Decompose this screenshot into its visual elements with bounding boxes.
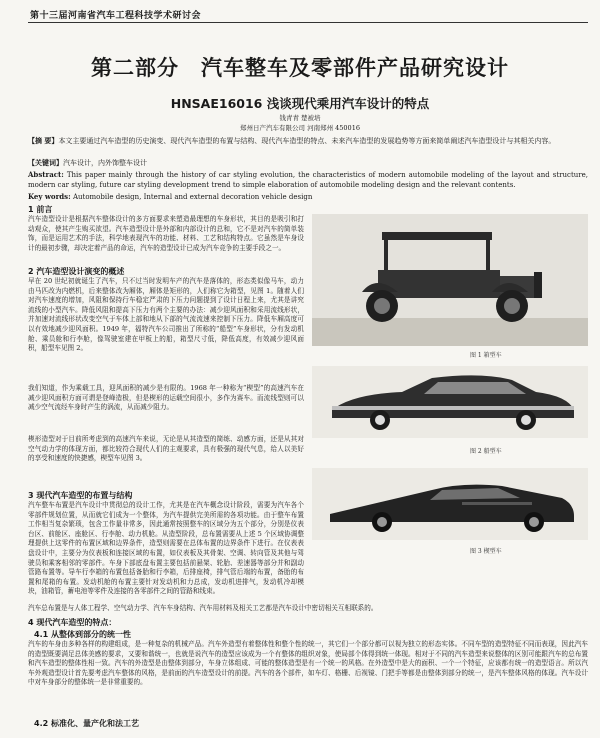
abstract-en-label: Abstract: xyxy=(28,170,64,179)
figure-3-caption: 图 3 楔型车 xyxy=(470,548,502,555)
affiliation: 郑州日产汽车有限公司 河南郑州 450016 xyxy=(240,124,360,132)
figure-1-box-car xyxy=(312,214,588,346)
section-4-1-heading: 4.1 从整体到部分的统一性 xyxy=(34,630,131,639)
keywords-cn xyxy=(28,158,588,168)
figure-2-pontoon-car xyxy=(312,366,588,438)
abstract-cn-label: 【摘 要】 xyxy=(28,136,59,145)
section-3-heading: 3 现代汽车造型的布置与结构 xyxy=(28,491,133,500)
section-3-body-wide xyxy=(28,558,588,598)
header-rule xyxy=(28,22,588,23)
section-2-body: 早在 20 世纪初就诞生了汽车，只不过当时发明车产的汽车是落体的，形态类似像马车，动力由马匹改为内燃机，后来整体改为厢体，厢体是矩形的，人们称它为箱型，见图 1。随着人们对汽车速度的增加，风阻和保持行车稳定严肃的下压力问题提到了设计日程上来，尤其是讲究流线的小型汽车。降低风阻和提高下压力有两个主要的办法：减少迎风面积和采用流线形状，并加速对流线形状改变空气于车体上部和地从下部的气流流速来控制下压力。降低车厢高度可以有效地减少迎风面积。1949 年，福特汽车公司推出了所称的“船型”车身形状，分有发动机舱、乘员舱和行李舱，像驾驶室建在甲板上的船，箱型尺寸低，降低高度，有效减少迎风面积，船型车见图 2。 xyxy=(28,277,304,353)
section-2-heading: 2 汽车造型设计演变的概述 xyxy=(28,267,125,276)
part-title: 第二部分 汽车整车及零部件产品研究设计 xyxy=(91,55,509,80)
abstract-cn-text: 本文主要通过汽车造型的历史演变、现代汽车造型的布置与结构、现代汽车造型的特点、未来汽车造型的发展趋势等方面来简单阐述汽车造型设计与其相关内容。 xyxy=(58,137,556,145)
keywords-cn-text: 汽车设计，内外饰整车设计 xyxy=(63,159,147,167)
figure-1-caption: 图 1 箱型车 xyxy=(470,352,502,359)
section-2-body-b: 我们知道，作为乘载工具，迎风面积的减少是有限的。1968 年一种称为“楔型”的高速汽车在减少迎风面积方面可谓是登峰造极，但是楔形的运载空间很小，多作为赛车。而流线型则可以减少空气流经车身时产生的涡流，从而减少阻力。 xyxy=(28,384,304,412)
keywords-cn-label: 【关键词】 xyxy=(28,158,63,167)
section-4-heading: 4 现代汽车造型的特点： xyxy=(28,618,117,627)
section-1-heading: 1 前言 xyxy=(28,205,53,214)
figure-2-caption: 图 2 船型车 xyxy=(470,448,502,455)
authors: 钱青青 楚被培 xyxy=(279,114,321,122)
keywords-en xyxy=(28,192,588,202)
paper-title: HNSAE16016 浅谈现代乘用汽车设计的特点 xyxy=(170,96,430,111)
section-1-body: 汽车造型设计是根据汽车整体设计的多方面要求来塑造最理想的车身形状，其目的是吸引和打动观众，使其产生购买欲望。汽车造型设计是外部和内部设计的总和，它不是对汽车的简单装饰，而是运用艺术的手法，科学地表现汽车的功能、材料、工艺和结构特点。它虽然是车身设计的最初步骤，却决定着产品的命运，汽车的造型设计已成为汽车竞争的主要手段之一。 xyxy=(28,215,304,252)
keywords-en-label: Key words: xyxy=(28,192,71,201)
keywords-en-text: Automobile design, Internal and external decoration vehicle design xyxy=(72,193,313,201)
section-4-2-heading: 4.2 标准化、量产化和法工艺 xyxy=(34,719,139,728)
section-4-1-body: 汽车的车身由多种各样的构建组成，是一种复杂的机械产品。汽车外造型有着整体性和整个性的统一，其它们一个部分都可以视为独立的形态实体。不同车型的造型特征不同而表现，因此汽车的造型既要满足总体美感的要求，又要和谐统一，也就是说汽车的造型应该成为一个有整体的组织对象，使局部个体得到统一体现。相对于不同的汽车造型来说整体的区别可能跟汽车的总布置和汽车造型的整体性相一致。汽车的外造型是由整体到部分，车身立体组成、可能的整体造型是有一个统一的风格。在外造型中是大的面积、一个一个特征，应该都有统一的造型语言。所以汽车外观造型设计首先要考虑汽车整体的风格，是前面的汽车造型设计的前提。汽车的各个部件，如车灯、格栅、后视镜、门把手等都是由整体到部分的统一，是汽车整体风格的体现。汽车设计中对车身部分的整体统一是非常重要的。 xyxy=(28,640,588,687)
abstract-en-text: This paper mainly through the history of car styling evolution, the characteristics of modern automobile modeling of the layout and structure, modern car styling, future car styling development trend to simple elaboration of automobile modeling design and the relevant contents. xyxy=(28,171,588,189)
abstract-cn xyxy=(28,136,588,146)
figure-3-wedge-car xyxy=(312,468,588,540)
section-2-body-c: 楔形造型对于目前所考虑到的高速汽车来说，无论是从其造型的简练、动感方面，还是从其对空气动力学的体现方面，都比较符合现代人们的主观要求，具有极强的现代气息，给人以美好的享受和速度的快捷感，楔型车见图 3。 xyxy=(28,435,304,463)
abstract-en xyxy=(28,170,588,190)
section-3-body: 汽车整车布置是汽车设计中贯彻总的设计工作，尤其是在汽车概念设计阶段，需要为汽车各个零部件规划位置，从而就它们成为一个整体，为汽车提供完美所需的各项功能。由于整车布置工作相当复杂繁琐，包含工作量非常多，因此通常按照整车的区域分为五个部分，分别是仪表台区、前舱区、座舱区、行李舱、动力机舱。从造型阶段，总布置需要从上述 5 个区域协调整理提供上这零件的布置区域和边界条件，造型则需要在总体布置的边界条件下进行。在仪表表盘设计中，主要分为仪表板和连接区域的布置，如仪表板及其骨架、空调、转向管及其他与驾驶员和乘客相邻的零部件。车身下部底盘布置主要包括前悬架、轮胎、差速器等部分并和副动管路布置等。导车行李箱的布置包括备胎和行李箱，后排座椅，排气管后端的布置，备胎的布置和尾箱的布置。发动机舱的布置主要针对发动机和力总成，发动机进排气，发动机冷却模块，油箱管，蓄电池等零件及连接的各零部件之间的管路和线束。 xyxy=(28,501,304,596)
section-3-closing: 汽车总布置是与人体工程学、空气动力学、汽车车身结构、汽车用材料及相关工艺都是汽车设计中密切相关互相联系的。 xyxy=(28,604,378,612)
running-head: 第十三届河南省汽车工程科技学术研讨会 xyxy=(30,11,202,21)
